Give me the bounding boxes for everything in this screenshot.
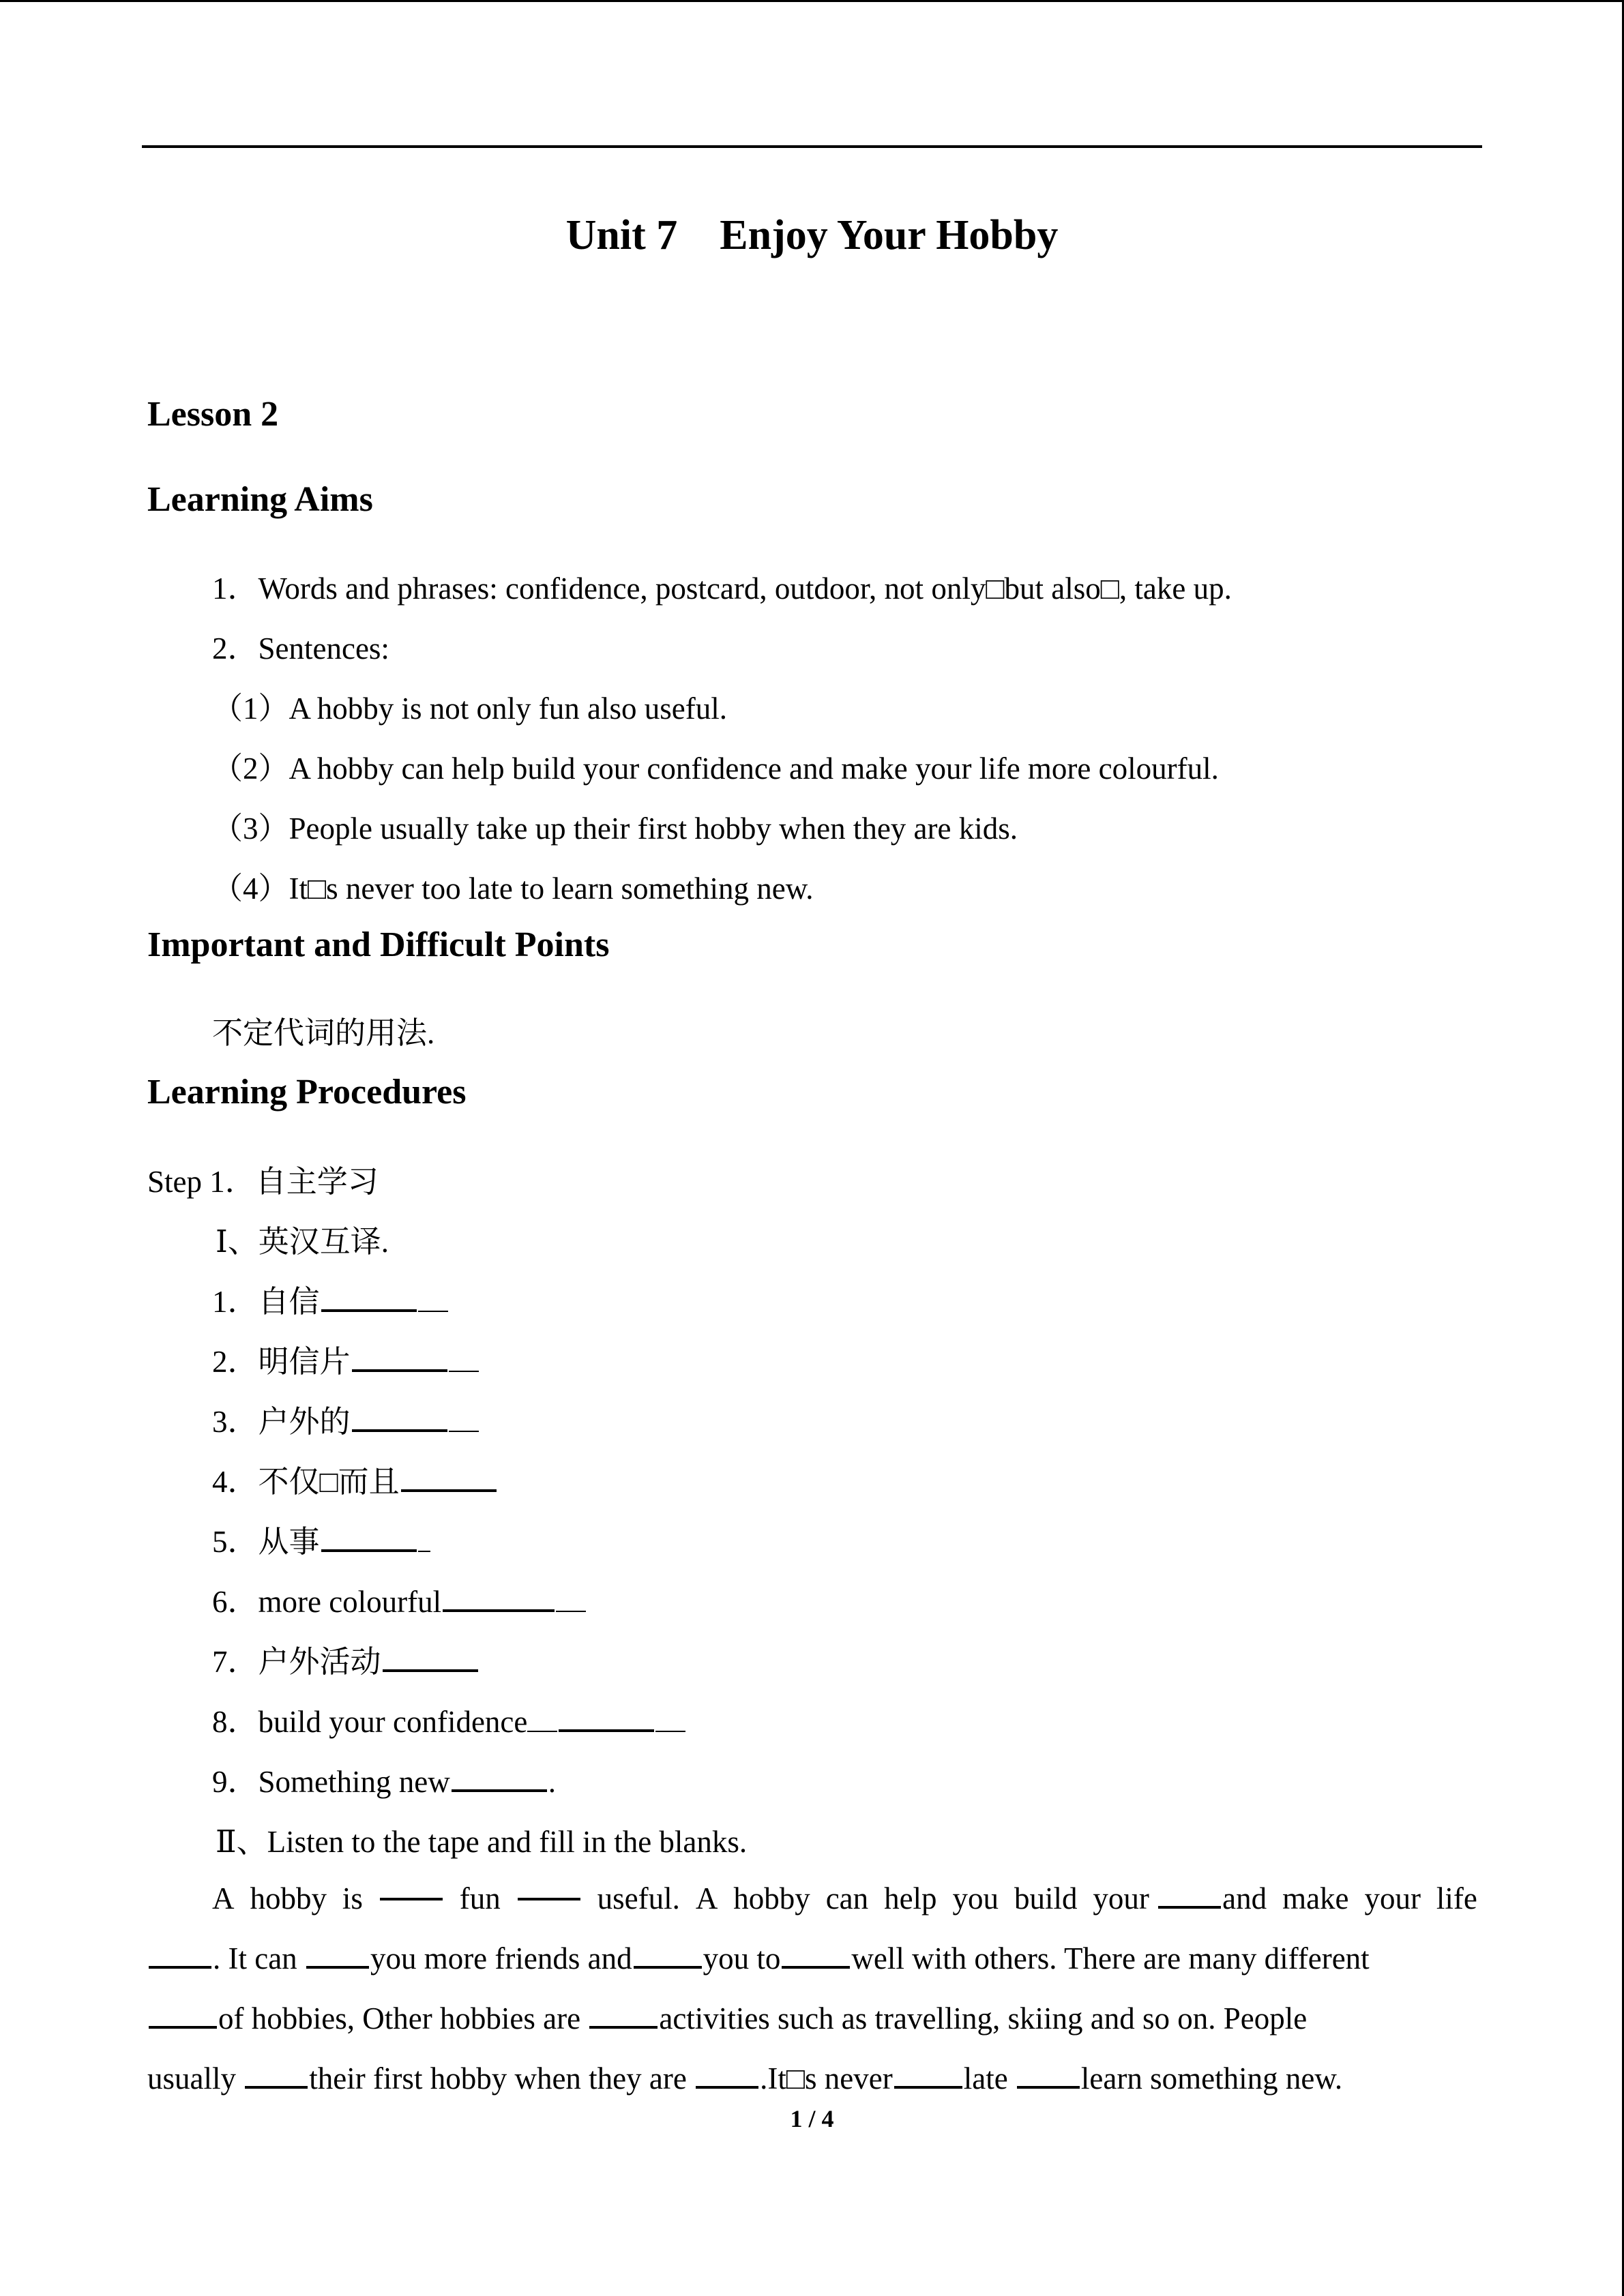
part-1-title: Ⅰ、英汉互译.	[216, 1225, 389, 1259]
passage-word: A	[695, 1881, 718, 1915]
passage-word: make	[1282, 1881, 1349, 1915]
answer-blank[interactable]	[556, 1581, 586, 1612]
page-number: 1 / 4	[790, 2105, 834, 2132]
vocab-item-label: 7．户外活动	[212, 1645, 381, 1679]
important-points-heading: Important and Difficult Points	[147, 925, 610, 964]
sentence-3: （3）People usually take up their first hobby when they are kids.	[212, 811, 1018, 846]
passage-word: your and	[1093, 1868, 1267, 1928]
passage-segment: of hobbies, Other hobbies are activities such as travelling, skiing and so on. People	[147, 1988, 1307, 2048]
passage-word: help	[884, 1881, 937, 1915]
vocab-item-7	[212, 1637, 479, 1681]
passage-word: hobby	[250, 1881, 327, 1915]
answer-blank[interactable]	[696, 2057, 758, 2089]
passage-word: fun	[459, 1881, 501, 1915]
page-border-top	[0, 0, 1624, 2]
answer-blank[interactable]	[449, 1401, 479, 1432]
answer-blank[interactable]	[1017, 2057, 1080, 2089]
vocab-item-label: 1．自信	[212, 1285, 320, 1319]
passage-word: hobby	[733, 1881, 810, 1915]
passage-word: life	[1436, 1881, 1477, 1915]
vocab-item-9	[212, 1757, 556, 1801]
step-1-label: Step 1．自主学习	[147, 1165, 379, 1199]
answer-blank[interactable]	[634, 1937, 702, 1969]
passage-word: build	[1014, 1881, 1078, 1915]
answer-blank[interactable]	[452, 1760, 547, 1792]
passage-line-4	[147, 2048, 1477, 2108]
passage-word: useful.	[597, 1881, 680, 1915]
answer-blank[interactable]	[418, 1281, 448, 1312]
passage-word: A	[212, 1881, 235, 1915]
answer-blank[interactable]	[306, 1937, 369, 1969]
passage-word: you	[952, 1881, 999, 1915]
passage-segment: . It can you more friends and you to well with others. There are many different	[147, 1928, 1370, 1988]
header-rule	[142, 145, 1482, 148]
vocab-item-label: 9．Something new	[212, 1765, 450, 1799]
answer-blank[interactable]	[352, 1400, 447, 1432]
vocab-item-2	[212, 1337, 479, 1381]
sentence-2: （2）A hobby can help build your confidence and make your life more colourful.	[212, 751, 1219, 786]
aim-item-2: 2．Sentences:	[212, 631, 389, 666]
vocab-item-label: 5．从事	[212, 1525, 320, 1559]
answer-blank[interactable]	[245, 2057, 308, 2089]
passage-word: can	[825, 1881, 869, 1915]
part-2-title: Ⅱ、Listen to the tape and fill in the blanks.	[216, 1825, 748, 1859]
answer-blank[interactable]	[321, 1280, 417, 1312]
vocab-item-label: 2．明信片	[212, 1345, 351, 1379]
vocab-item-4	[212, 1457, 498, 1501]
answer-blank[interactable]	[380, 1868, 443, 1900]
answer-blank[interactable]	[894, 2057, 962, 2089]
learning-aims-heading: Learning Aims	[147, 480, 373, 519]
passage-line-3	[147, 1988, 1477, 2048]
answer-blank[interactable]	[321, 1520, 417, 1552]
answer-blank[interactable]	[352, 1340, 447, 1372]
answer-blank[interactable]	[401, 1460, 497, 1492]
passage-line-1	[147, 1868, 1477, 1928]
page-title: Unit 7 Enjoy Your Hobby	[565, 212, 1059, 258]
answer-blank[interactable]	[1158, 1877, 1221, 1909]
vocab-item-end: .	[548, 1765, 556, 1799]
passage-word: your	[1364, 1881, 1421, 1915]
vocab-item-label: 3．户外的	[212, 1405, 351, 1439]
answer-blank[interactable]	[655, 1701, 685, 1732]
answer-blank[interactable]	[518, 1868, 580, 1900]
vocab-item-1	[212, 1277, 448, 1321]
answer-blank[interactable]	[527, 1701, 557, 1732]
answer-blank[interactable]	[149, 1997, 217, 2029]
answer-blank[interactable]	[449, 1341, 479, 1372]
aim-item-1: 1．Words and phrases: confidence, postcard, outdoor, not only□but also□, take up.	[212, 571, 1232, 606]
answer-blank[interactable]	[149, 1937, 211, 1969]
passage-word: is	[342, 1881, 363, 1915]
answer-blank[interactable]	[559, 1700, 654, 1732]
learning-procedures-heading: Learning Procedures	[147, 1073, 467, 1112]
vocab-item-8	[212, 1697, 685, 1741]
listening-passage	[147, 1868, 1477, 2108]
vocab-item-6	[212, 1577, 586, 1621]
passage-line-2	[147, 1928, 1477, 1988]
answer-blank[interactable]	[782, 1937, 850, 1969]
sentence-4: （4）It□s never too late to learn something new.	[212, 871, 814, 906]
answer-blank[interactable]	[418, 1521, 430, 1552]
vocab-item-5	[212, 1517, 430, 1561]
important-points-text: 不定代词的用法.	[212, 1016, 435, 1050]
answer-blank[interactable]	[589, 1997, 658, 2029]
vocab-item-label: 8．build your confidence	[212, 1705, 528, 1739]
sentence-1: （1）A hobby is not only fun also useful.	[212, 691, 727, 726]
lesson-heading: Lesson 2	[147, 395, 279, 434]
vocab-item-label: 6．more colourful	[212, 1585, 442, 1619]
answer-blank[interactable]	[443, 1580, 555, 1612]
vocab-item-3	[212, 1397, 479, 1441]
answer-blank[interactable]	[383, 1640, 478, 1672]
passage-segment: usually their first hobby when they are .It□s never late learn something new.	[147, 2048, 1342, 2108]
vocab-item-label: 4．不仅□而且	[212, 1465, 400, 1499]
